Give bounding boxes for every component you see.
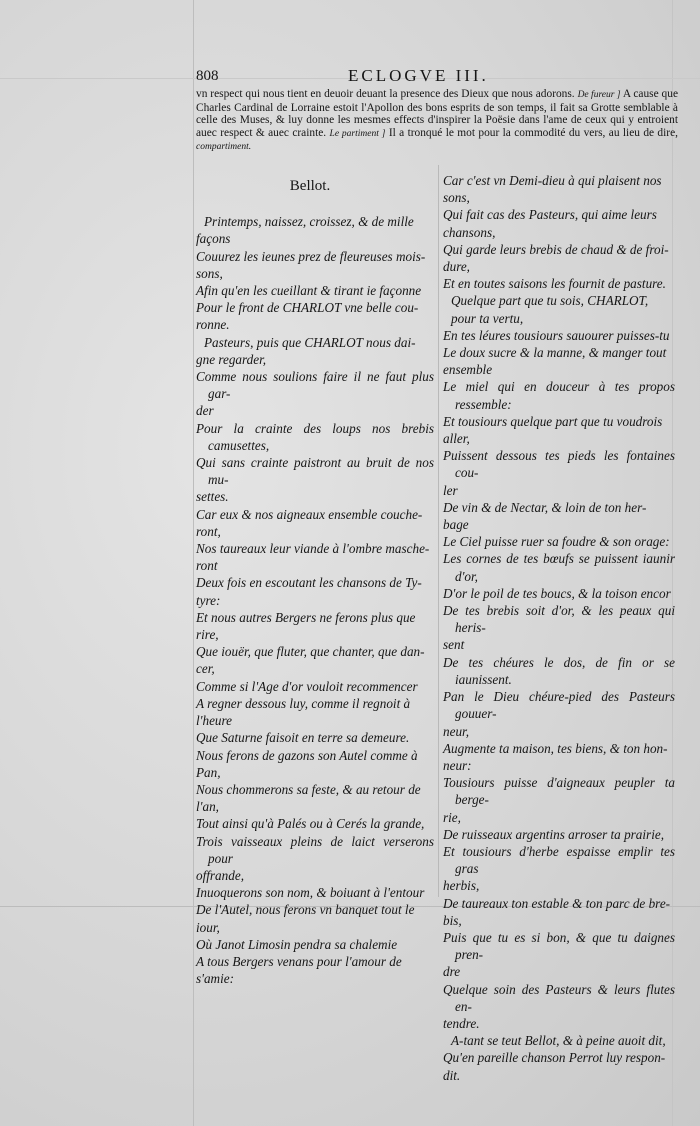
- verse-line: rire,: [196, 627, 219, 643]
- verse-line: bage: [443, 517, 469, 533]
- verse-line: l'an,: [196, 799, 219, 815]
- verse-line: iour,: [196, 919, 220, 935]
- right-verse-column: [443, 172, 675, 1084]
- verse-line: offrande,: [196, 867, 244, 883]
- verse-line: Quelque part que tu sois, CHARLOT,: [451, 293, 649, 309]
- verse-line: Comme nous soulions faire il ne faut plus gar-: [196, 369, 434, 402]
- verse-line: Le doux sucre & la manne, & manger tout: [443, 345, 667, 361]
- commentary-note-label: De fureur ]: [577, 90, 621, 100]
- verse-line: Puissent dessous tes pieds les fontaines cou-: [443, 448, 675, 481]
- verse-line: sent: [443, 637, 465, 653]
- verse-line: Et en toutes saisons les fournit de pasture.: [443, 276, 666, 292]
- verse-line: der: [196, 403, 214, 419]
- verse-line: A-tant se teut Bellot, & à peine auoit dit,: [451, 1033, 666, 1049]
- verse-line: Quelque soin des Pasteurs & leurs flutes en-: [443, 981, 675, 1014]
- commentary-note-label: Le partiment ]: [329, 128, 386, 139]
- verse-line: rie,: [443, 809, 461, 825]
- page-number: 808: [196, 68, 219, 84]
- verse-line: Car c'est vn Demi-dieu à qui plaisent nos: [443, 173, 662, 188]
- verse-line: Et tousiours quelque part que tu voudrois: [443, 413, 663, 429]
- verse-line: Le miel qui en douceur à tes propos ressemble:: [443, 379, 675, 412]
- verse-line: De vin & de Nectar, & loin de ton her-: [443, 499, 647, 515]
- verse-line: ront: [196, 558, 218, 574]
- running-title: ECLOGVE III.: [348, 66, 489, 85]
- commentary-line: que Charles Cardinal de Lorraine estoit l'Apollon des bons esprits de son temps, il fait sa Grotte semblable à: [196, 88, 678, 114]
- verse-line: dre: [443, 964, 461, 980]
- verse-line: aller,: [443, 431, 470, 447]
- verse-line: En tes léures tousiours sauourer puisses-tu: [443, 327, 670, 343]
- verse-line: chansons,: [443, 224, 496, 240]
- right-verse-lines: [443, 172, 675, 1084]
- verse-line: Qui garde leurs brebis de chaud & de froi-: [443, 241, 669, 257]
- verse-line: Trois vaisseaux pleins de laict verserons pour: [196, 833, 434, 866]
- commentary-block: [196, 88, 678, 154]
- verse-line: D'or le poil de tes boucs, & la toison encor: [443, 585, 671, 601]
- verse-line: ensemble: [443, 362, 493, 378]
- verse-line: Tousiours puisse d'aigneaux peupler ta berge-: [443, 775, 675, 808]
- page-fold-line: [193, 0, 194, 1126]
- verse-line: sons,: [443, 190, 470, 206]
- verse-line: De tes chéures le dos, de fin or se iaunissent.: [443, 654, 675, 687]
- verse-line: Pan le Dieu chéure-pied des Pasteurs gouuer-: [443, 689, 675, 722]
- verse-line: Nous ferons de gazons son Autel comme à: [196, 747, 418, 763]
- verse-line: Nous chommerons sa feste, & au retour de: [196, 781, 421, 797]
- verse-line: De ruisseaux argentins arroser ta prairie,: [443, 826, 665, 842]
- verse-line: Que Saturne faisoit en terre sa demeure.: [196, 730, 410, 746]
- verse-line: settes.: [196, 489, 229, 505]
- verse-line: Pour le front de CHARLOT vne belle cou-: [196, 300, 419, 316]
- verse-line: Qui sans crainte paistront au bruit de nos mu-: [196, 455, 434, 488]
- verse-line: sons,: [196, 265, 223, 281]
- verse-line: Qu'en pareille chanson Perrot luy respon-: [443, 1050, 666, 1066]
- verse-line: neur:: [443, 757, 472, 773]
- commentary-line: respect & auec crainte.: [220, 126, 327, 139]
- verse-line: pour ta vertu,: [451, 310, 524, 326]
- verse-line: Qui fait cas des Pasteurs, qui aime leurs: [443, 207, 657, 223]
- verse-line: ronne.: [196, 317, 230, 333]
- verse-line: Où Janot Limosin pendra sa chalemie: [196, 936, 398, 952]
- verse-line: façons: [196, 231, 231, 247]
- verse-line: neur,: [443, 723, 470, 739]
- commentary-note-text: A cause: [622, 88, 659, 100]
- verse-line: Couurez les ieunes prez de fleureuses mois-: [196, 248, 426, 264]
- verse-line: Le Ciel puisse ruer sa foudre & son orage:: [443, 534, 670, 550]
- verse-line: ront,: [196, 523, 221, 539]
- left-verse-lines: [196, 213, 434, 987]
- verse-line: gne regarder,: [196, 351, 267, 367]
- verse-line: De l'Autel, nous ferons vn banquet tout le: [196, 902, 415, 918]
- verse-line: De taureaux ton estable & ton parc de bre-: [443, 895, 671, 911]
- verse-line: Que iouër, que fluter, que chanter, que dan-: [196, 644, 425, 660]
- column-divider: [438, 165, 439, 897]
- verse-line: Nos taureaux leur viande à l'ombre masche-: [196, 541, 430, 557]
- commentary-note-text: Il a tronqué le mot pour la commodité du vers, au lieu de dire,: [388, 126, 678, 139]
- verse-line: Pasteurs, puis que CHARLOT nous dai-: [204, 334, 416, 350]
- verse-line: A regner dessous luy, comme il regnoit à: [196, 695, 411, 711]
- verse-line: De tes brebis soit d'or, & les peaux qui heris-: [443, 603, 675, 636]
- verse-line: herbis,: [443, 878, 480, 894]
- verse-line: Pour la crainte des loups nos brebis camusettes,: [196, 420, 434, 453]
- verse-line: ler: [443, 482, 458, 498]
- verse-line: Car eux & nos aigneaux ensemble couche-: [196, 506, 423, 522]
- verse-line: Printemps, naissez, croissez, & de mille: [204, 214, 414, 230]
- verse-line: l'heure: [196, 713, 233, 729]
- commentary-line: vn respect qui nous tient en deuoir deuant la presence des Dieux que nous adorons.: [196, 88, 575, 100]
- verse-line: A tous Bergers venans pour l'amour de: [196, 953, 402, 969]
- verse-line: Comme si l'Age d'or vouloit recommencer: [196, 678, 418, 694]
- verse-line: dure,: [443, 259, 470, 275]
- verse-line: Afin qu'en les cueillant & tirant ie façonne: [196, 283, 422, 299]
- verse-line: Et nous autres Bergers ne ferons plus que: [196, 609, 416, 625]
- verse-line: Tout ainsi qu'à Palés ou à Cerés la grande,: [196, 816, 425, 832]
- verse-line: tyre:: [196, 592, 221, 608]
- verse-line: Augmente ta maison, tes biens, & ton hon-: [443, 740, 668, 756]
- verse-line: s'amie:: [196, 971, 234, 987]
- verse-line: Et tousiours d'herbe espaisse emplir tes gras: [443, 843, 675, 877]
- verse-line: Pan,: [196, 764, 221, 780]
- verse-line: dit.: [443, 1067, 461, 1083]
- commentary-line: celle des Muses, & luy donne les mesmes effects d'inspirer la Poësie dans l'ame de ceux qui y entroient auec: [196, 114, 678, 139]
- verse-line: Les cornes de tes bœufs se puissent iaunir d'or,: [443, 551, 675, 584]
- verse-line: Inuoquerons son nom, & boiuant à l'entour: [196, 885, 425, 901]
- verse-line: Deux fois en escoutant les chansons de Ty-: [196, 575, 422, 591]
- running-head: [196, 66, 674, 90]
- left-verse-column: [196, 178, 434, 987]
- verse-line: tendre.: [443, 1015, 480, 1031]
- speaker-name: Bellot.: [289, 178, 331, 194]
- commentary-note-tail: compartiment.: [196, 142, 252, 153]
- verse-line: Puis que tu es si bon, & que tu daignes pren-: [443, 929, 675, 963]
- verse-line: cer,: [196, 661, 215, 677]
- verse-line: bis,: [443, 912, 462, 928]
